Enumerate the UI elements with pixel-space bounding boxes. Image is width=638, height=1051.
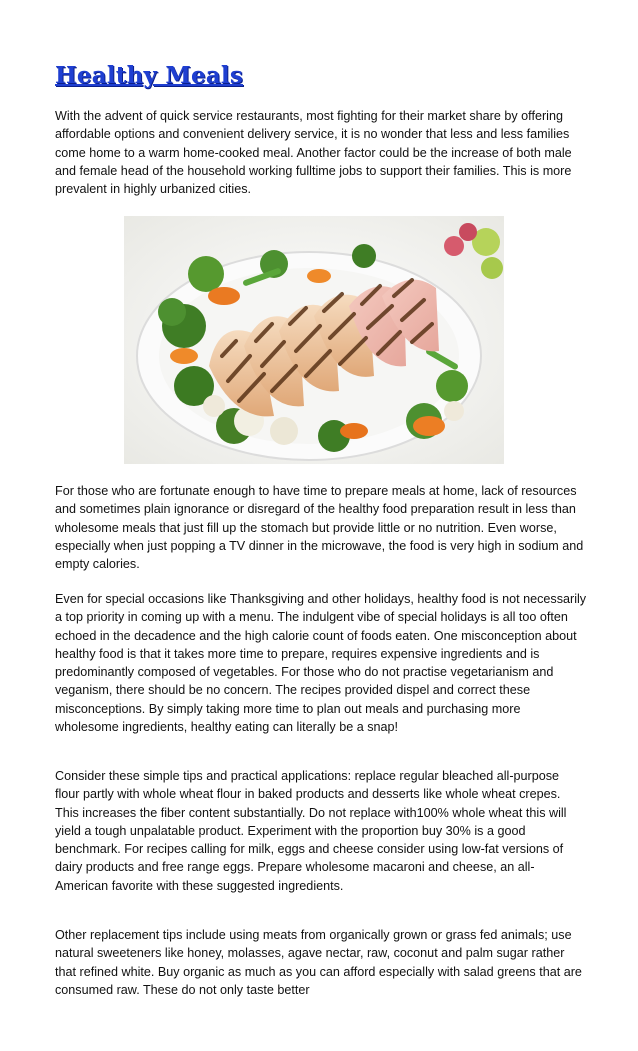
grilled-chicken-salad-photo: [124, 216, 504, 464]
paragraph-home-meals: For those who are fortunate enough to have time to prepare meals at home, lack of resources and sometimes plain ignorance or disregard of the healthy food preparation result in less than wholesome meals that just fill up the stomach but provide little or no nutrition. Even worse, especially when just popping a TV dinner in the microwave, the food is very high in sodium and empty calories.: [55, 484, 584, 572]
food-illustration: [124, 216, 504, 464]
paragraph-special-occasions: Even for special occasions like Thanksgiving and other holidays, healthy food is not necessarily a top priority in coming up with a menu. The indulgent vibe of special holidays is all too often echoed in the decadence and the high calorie count of foods eaten. One misconception about healthy food is that it takes more time to prepare, requires expensive ingredients and is predominantly composed of vegetables. For those who do not practise vegetarianism and veganism, there should be no concern. The recipes provided dispel and correct these misconceptions. By simply taking more time to plan out meals and purchasing more wholesome ingredients, healthy eating can literally be a snap!: [55, 592, 587, 735]
paragraph-tips: Consider these simple tips and practical applications: replace regular bleached all-purpose flour partly with whole wheat flour in baked products and desserts like whole wheat crepes. This increases the fiber content substantially. Do not replace with100% whole wheat this will yield a tough unpalatable product. Experiment with the proportion buy 30% is a good benchmark. For recipes calling for milk, eggs and cheese consider using low-fat versions of dairy products and free range eggs. Prepare wholesome macaroni and cheese, an all-American favorite with these suggested ingredients.: [55, 769, 567, 893]
paragraph-replacement-tips: Other replacement tips include using meats from organically grown or grass fed animals; use natural sweeteners like honey, molasses, agave nectar, raw, coconut and palm sugar rather that refined white. Buy organic as much as you can afford especially with salad greens that are consumed raw. These do not only taste better: [55, 928, 582, 997]
page-title: Healthy Meals: [55, 62, 244, 89]
paragraph-intro: With the advent of quick service restaurants, most fighting for their market share by offering affordable options and convenient delivery service, it is no wonder that less and less families come home to a warm home-cooked meal. Another factor could be the increase of both male and female head of the household working fulltime jobs to support their families. This is more prevalent in highly urbanized cities.: [55, 109, 572, 197]
